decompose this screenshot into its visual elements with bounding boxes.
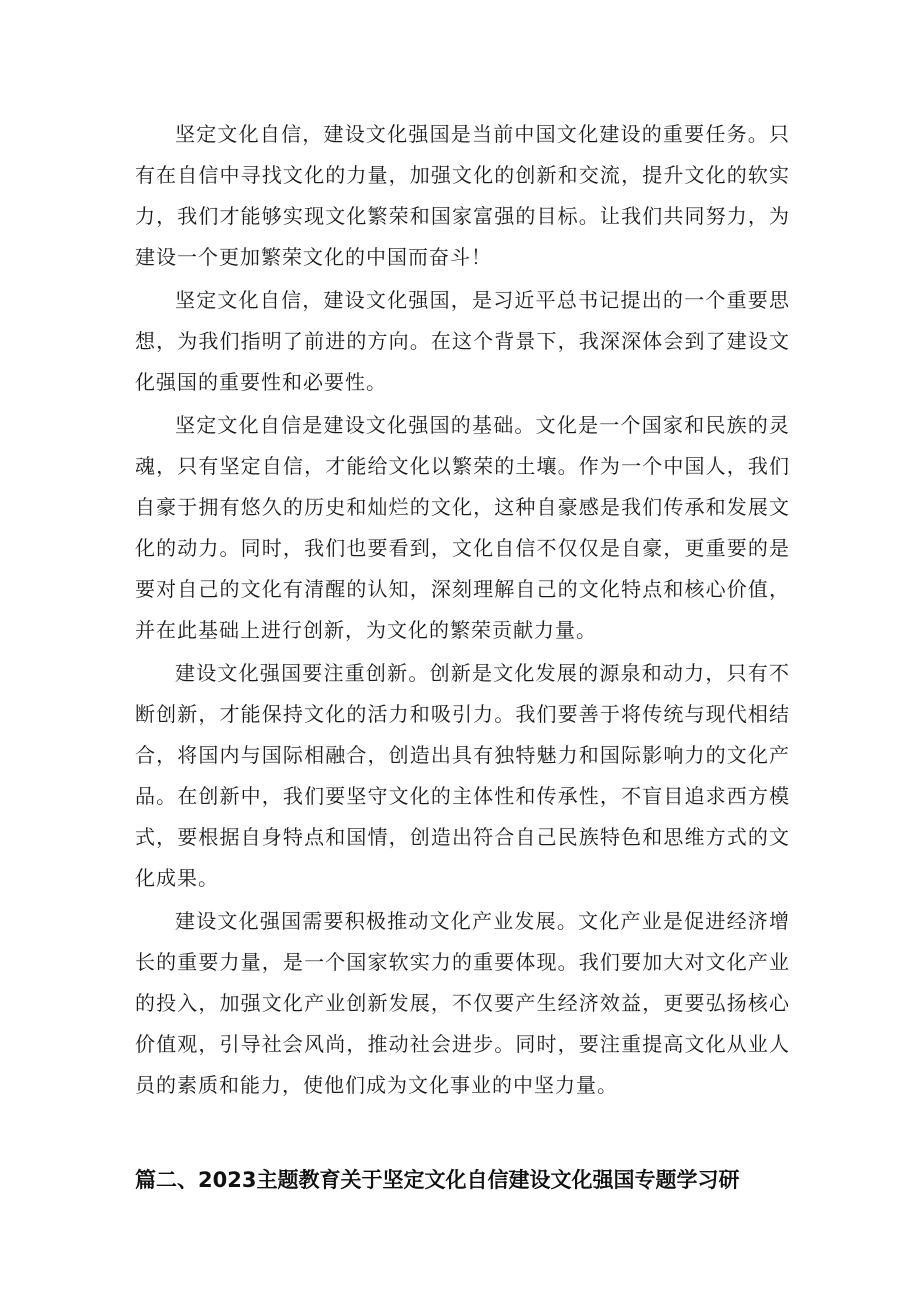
paragraph-4: 建设文化强国要注重创新。创新是文化发展的源泉和动力，只有不断创新，才能保持文化的活力和吸引力。我们要善于将传统与现代相结合，将国内与国际相融合，创造出具有独特魅力和国际影响力的文化产品。在创新中，我们要坚守文化的主体性和传承性，不盲目追求西方模式，要根据自身特点和国情，创造出符合自己民族特色和思维方式的文化成果。 xyxy=(135,661,790,890)
document-body xyxy=(135,114,790,1108)
paragraph-2: 坚定文化自信，建设文化强国，是习近平总书记提出的一个重要思想，为我们指明了前进的方向。在这个背景下，我深深体会到了建设文化强国的重要性和必要性。 xyxy=(135,288,790,394)
paragraph-1: 坚定文化自信，建设文化强国是当前中国文化建设的重要任务。只有在自信中寻找文化的力量，加强文化的创新和交流，提升文化的软实力，我们才能够实现文化繁荣和国家富强的目标。让我们共同努力，为建设一个更加繁荣文化的中国而奋斗！ xyxy=(135,122,790,269)
paragraph-3: 坚定文化自信是建设文化强国的基础。文化是一个国家和民族的灵魂，只有坚定自信，才能给文化以繁荣的土壤。作为一个中国人，我们自豪于拥有悠久的历史和灿烂的文化，这种自豪感是我们传承和发展文化的动力。同时，我们也要看到，文化自信不仅仅是自豪，更重要的是要对自己的文化有清醒的认知，深刻理解自己的文化特点和核心价值，并在此基础上进行创新，为文化的繁荣贡献力量。 xyxy=(135,413,790,642)
section-heading: 篇二、2023主题教育关于坚定文化自信建设文化强国专题学习研 xyxy=(135,1168,740,1192)
paragraph-5: 建设文化强国需要积极推动文化产业发展。文化产业是促进经济增长的重要力量，是一个国家软实力的重要体现。我们要加大对文化产业的投入，加强文化产业创新发展，不仅要产生经济效益，更要弘扬核心价值观，引导社会风尚，推动社会进步。同时，要注重提高文化从业人员的素质和能力，使他们成为文化事业的中坚力量。 xyxy=(135,909,790,1097)
